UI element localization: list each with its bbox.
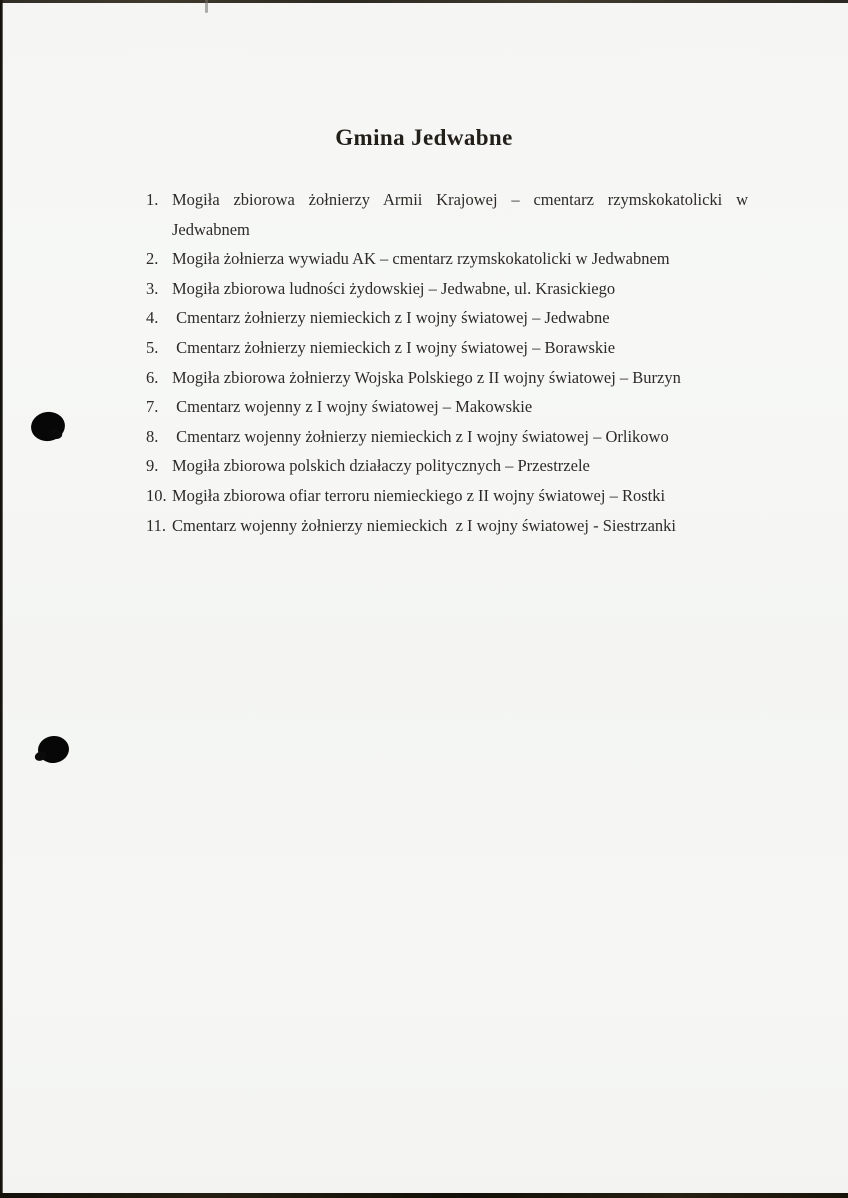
list-item-text	[172, 274, 748, 304]
list-item-text	[172, 392, 748, 422]
hole-punch-mark-top	[29, 410, 67, 444]
list-item	[146, 244, 748, 274]
page-title: Gmina Jedwabne	[335, 125, 513, 151]
hole-punch-mark-bottom	[36, 734, 70, 765]
list-item	[146, 511, 748, 541]
scan-edge-bottom	[0, 1193, 848, 1198]
list-item-text	[172, 185, 748, 244]
list-item-number: 7.	[146, 397, 159, 417]
list-item-line: Mogiła zbiorowa ofiar terroru niemieckiego z II wojny światowej – Rostki	[172, 485, 666, 505]
list-item	[146, 185, 748, 244]
scan-smudge-mark	[205, 0, 208, 13]
list-item-number: 2.	[146, 249, 159, 269]
list-item-number: 4.	[146, 308, 159, 328]
list-item	[146, 481, 748, 511]
list-item-number: 9.	[146, 456, 159, 476]
list-item	[146, 451, 748, 481]
list-item-number: 8.	[146, 426, 159, 446]
list-item-text	[172, 451, 748, 481]
list-item-number: 5.	[146, 337, 159, 357]
list-item-number: 11.	[146, 515, 167, 535]
list-item-text	[172, 481, 748, 511]
list-item	[146, 333, 748, 363]
list-item-line: Cmentarz wojenny żołnierzy niemieckich z I wojny światowej – Orlikowo	[172, 426, 669, 446]
scan-edge-top	[0, 0, 848, 3]
list-item-number: 1.	[146, 190, 159, 209]
list-item	[146, 422, 748, 452]
list-item-line: Mogiła żołnierza wywiadu AK – cmentarz rzymskokatolicki w Jedwabnem	[172, 249, 670, 269]
list-item-number: 3.	[146, 278, 159, 298]
list-item-line: Jedwabnem	[172, 219, 250, 239]
list-item-line: Mogiła zbiorowa żołnierzy Armii Krajowej – cmentarz rzymskokatolicki w	[172, 190, 748, 209]
list-item	[146, 363, 748, 393]
scan-edge-left	[0, 0, 3, 1198]
list-item-line: Mogiła zbiorowa żołnierzy Wojska Polskiego z II wojny światowej – Burzyn	[172, 367, 681, 387]
list-item-line: Cmentarz żołnierzy niemieckich z I wojny światowej – Jedwabne	[172, 308, 610, 328]
list-item-line: Mogiła zbiorowa polskich działaczy politycznych – Przestrzele	[172, 456, 590, 476]
list-item-number: 10.	[146, 485, 167, 505]
list-item-line: Cmentarz wojenny żołnierzy niemieckich z I wojny światowej - Siestrzanki	[172, 515, 677, 535]
memorial-sites-list	[146, 185, 748, 540]
list-item-text	[172, 422, 748, 452]
list-item-text	[172, 244, 748, 274]
list-item	[146, 392, 748, 422]
list-item-text	[172, 363, 748, 393]
list-item-line: Cmentarz żołnierzy niemieckich z I wojny światowej – Borawskie	[172, 337, 616, 357]
list-item-text	[172, 511, 748, 541]
list-item-number: 6.	[146, 367, 159, 387]
list-item-text	[172, 333, 748, 363]
list-item-line: Cmentarz wojenny z I wojny światowej – Makowskie	[172, 397, 533, 417]
list-item-text	[172, 303, 748, 333]
list-item	[146, 274, 748, 304]
list-item-line: Mogiła zbiorowa ludności żydowskiej – Jedwabne, ul. Krasickiego	[172, 278, 616, 298]
list-item	[146, 303, 748, 333]
